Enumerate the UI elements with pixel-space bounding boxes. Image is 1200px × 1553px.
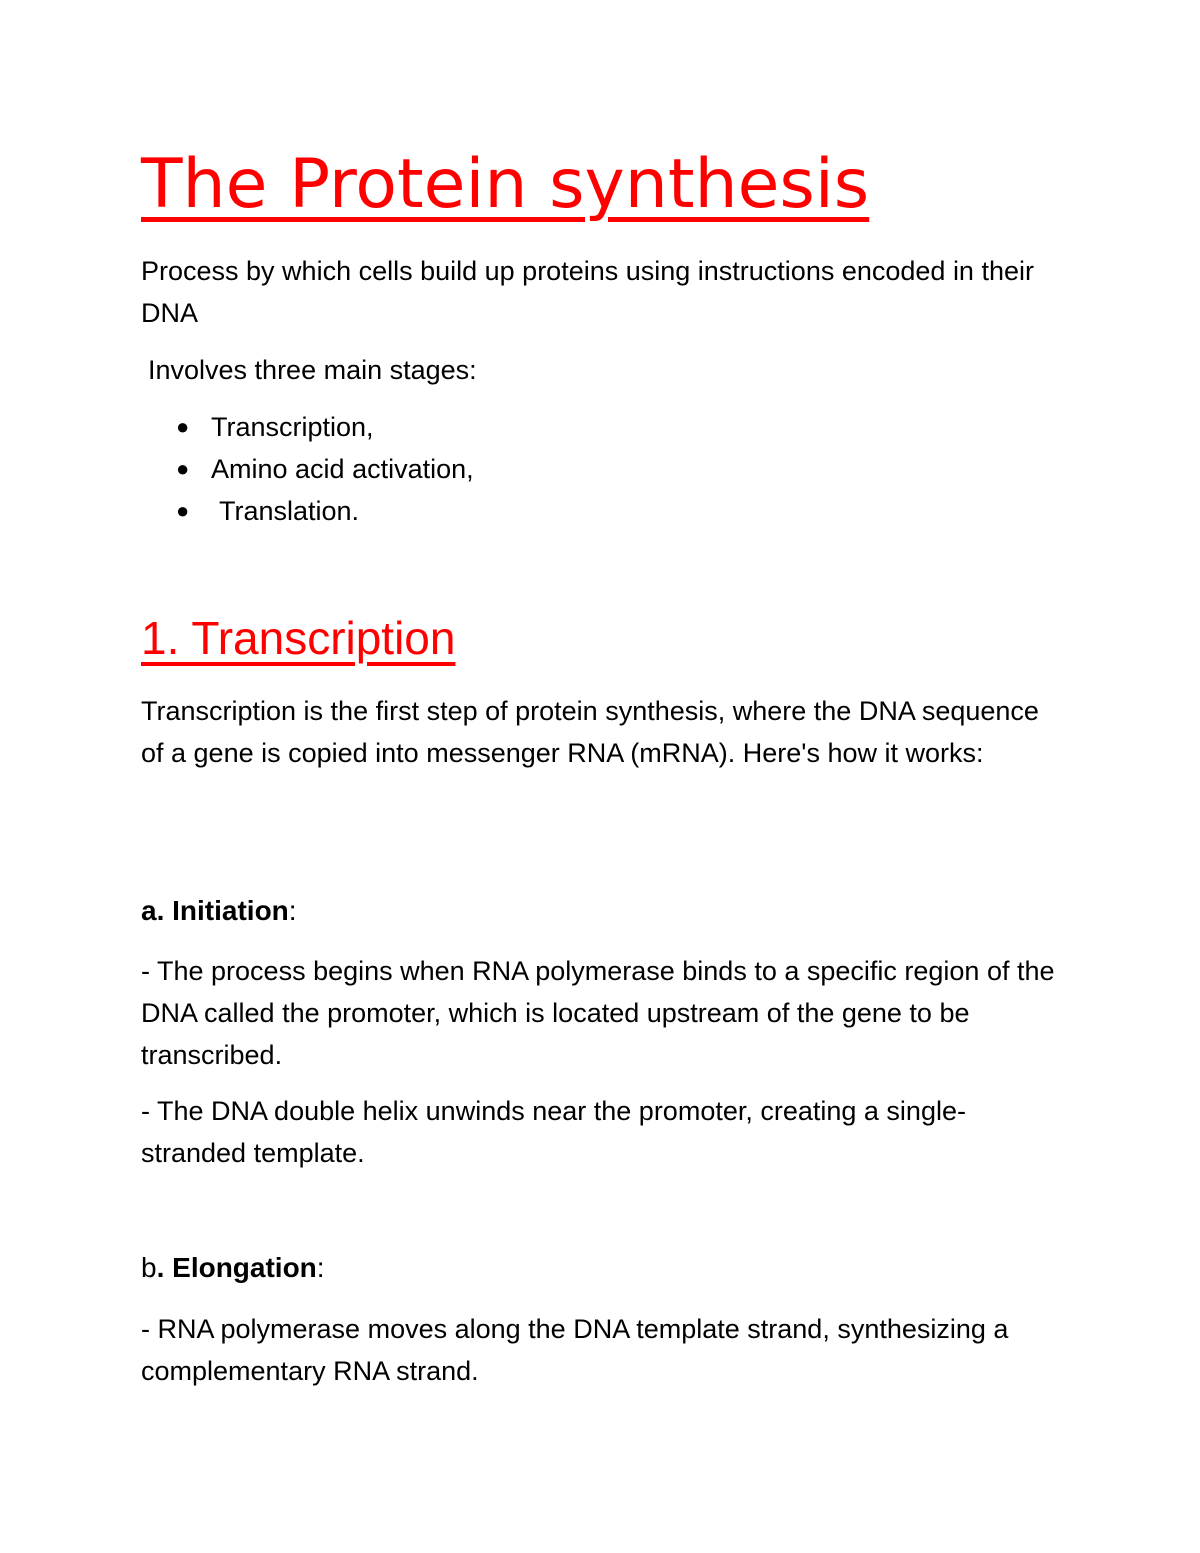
stages-lead-text: Involves three main stages: — [148, 355, 477, 385]
intro-paragraph: Process by which cells build up proteins using instructions encoded in their DNA — [141, 256, 1034, 328]
section-heading-transcription: 1. Transcription — [141, 612, 456, 664]
subheading-elongation-prefix: b — [141, 1252, 157, 1283]
subheading-colon: : — [288, 895, 297, 926]
subheading-initiation-label: a. Initiation — [141, 895, 289, 926]
subheading-colon: : — [316, 1252, 325, 1283]
stages-list — [141, 406, 474, 532]
transcription-intro-paragraph: Transcription is the first step of protein synthesis, where the DNA sequence of a gene is copied into messenger RNA (mRNA). Here's how it works: — [141, 696, 1039, 768]
initiation-point: - The DNA double helix unwinds near the promoter, creating a single-stranded template. — [141, 1096, 966, 1168]
bullet-dot-icon: ● — [176, 498, 190, 523]
bullet-dot-icon: ● — [176, 414, 190, 439]
subheading-elongation-label: . Elongation — [156, 1252, 317, 1283]
document-title: The Protein synthesis — [141, 145, 870, 224]
elongation-point: - RNA polymerase moves along the DNA template strand, synthesizing a complementary RNA strand. — [141, 1314, 1009, 1386]
subheading-initiation — [141, 890, 297, 932]
stage-label: Translation. — [219, 496, 360, 526]
initiation-point: - The process begins when RNA polymerase binds to a specific region of the DNA called the promoter, which is located upstream of the gene to be transcribed. — [141, 956, 1055, 1070]
list-item — [141, 490, 474, 532]
bullet-dot-icon: ● — [176, 456, 190, 481]
list-item — [141, 448, 474, 490]
subheading-elongation — [141, 1247, 325, 1289]
list-item — [141, 406, 474, 448]
stage-label: Transcription, — [211, 412, 374, 442]
stage-label: Amino acid activation, — [211, 454, 474, 484]
